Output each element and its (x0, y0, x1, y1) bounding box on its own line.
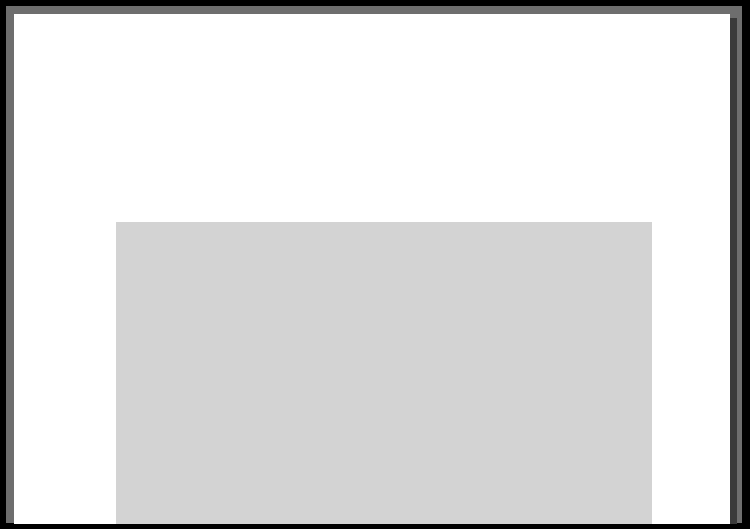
document-page (14, 14, 730, 524)
questions-box (116, 222, 652, 524)
wordart-title (126, 84, 626, 184)
title-banner (126, 84, 626, 184)
page-shadow (730, 18, 737, 524)
